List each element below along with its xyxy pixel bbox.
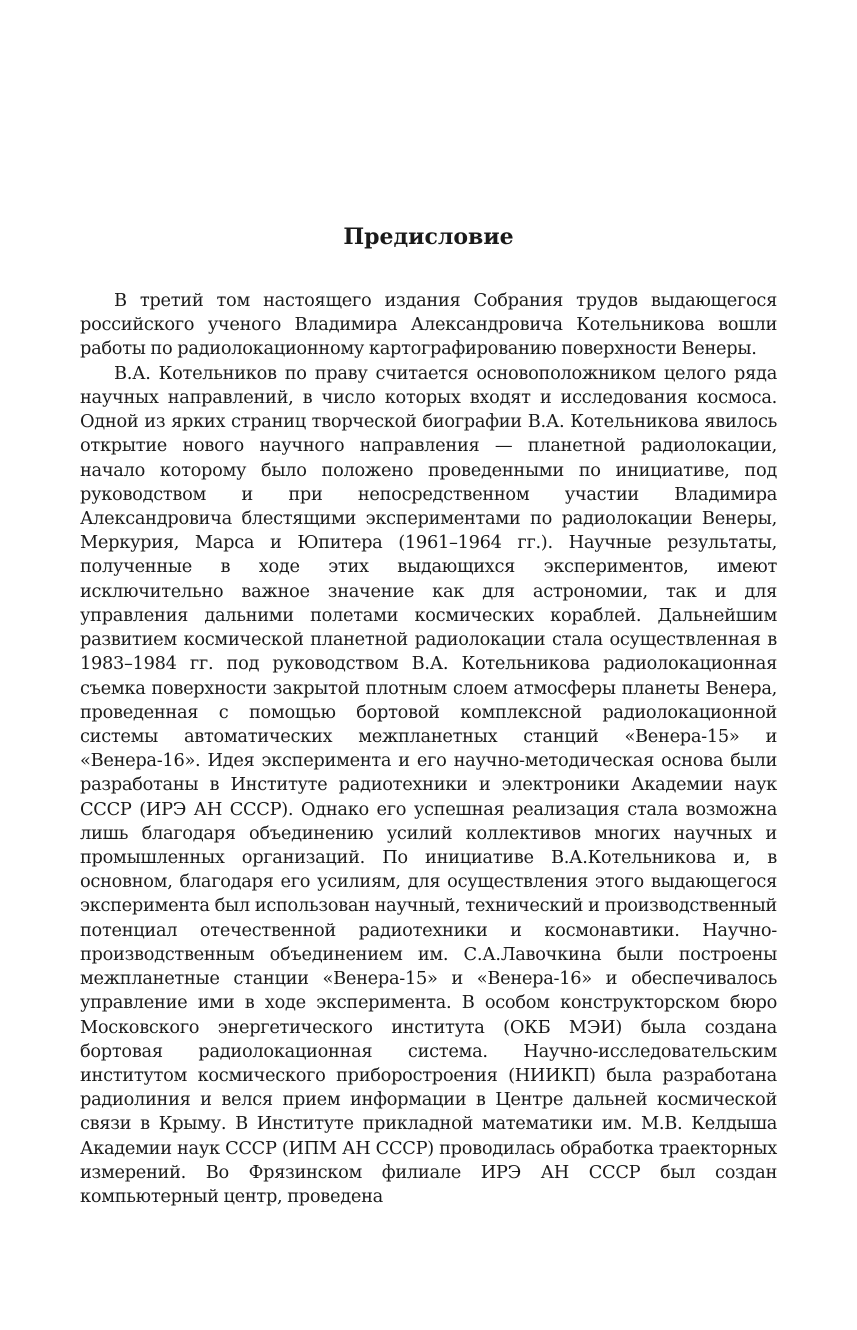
body-text xyxy=(80,289,777,1209)
page-title: Предисловие xyxy=(343,224,514,250)
paragraph: В третий том настоящего издания Собрания трудов выдающегося российского ученого Владимира Александровича Котельникова вошли работы по радиолокационному картографированию поверхности Венеры. xyxy=(80,290,777,360)
document-page xyxy=(80,0,777,1330)
paragraph: В.А. Котельников по праву считается основоположником целого ряда научных направлений, в число которых входят и исследования космоса. Одной из ярких страниц творческой биографии В.А. Котельникова явилось открытие нового научного направления — планетной радиолокации, начало которому было положено проведенными по инициативе, под руководством и при непосредственном участии Владимира Александровича блестящими экспериментами по радиолокации Венеры, Меркурия, Марса и Юпитера (1961–1964 гг.). Научные результаты, полученные в ходе этих выдающихся экспериментов, имеют исключительно важное значение как для астрономии, так и для управления дальними полетами космических кораблей. Дальнейшим развитием космической планетной радиолокации стала осуществленная в 1983–1984 гг. под руководством В.А. Котельникова радиолокационная съемка поверхности закрытой плотным слоем атмосферы планеты Венера, проведенная с помощью бортовой комплексной радиолокационной системы автоматических межпланетных станций «Венера-15» и «Венера-16». Идея эксперимента и его научно-методическая основа были разработаны в Институте радиотехники и электроники Академии наук СССР (ИРЭ АН СССР). Однако его успешная реализация стала возможна лишь благодаря объединению усилий коллективов многих научных и промышленных организаций. По инициативе В.А.Котельникова и, в основном, благодаря его усилиям, для осуществления этого выдающегося эксперимента был использован научный, технический и производственный потенциал отечественной радиотехники и космонавтики. Научно-производственным объединением им. С.А.Лавочкина были построены межпланетные станции «Венера-15» и «Венера-16» и обеспечивалось управление ими в ходе эксперимента. В особом конструкторском бюро Московского энергетического института (ОКБ МЭИ) была создана бортовая радиолокационная система. Научно-исследовательским институтом космического приборостроения (НИИКП) была разработана радиолиния и велся прием информации в Центре дальней космической связи в Крыму. В Институте прикладной математики им. М.В. Келдыша Академии наук СССР (ИПМ АН СССР) проводилась обработка траекторных измерений. Во Фрязинском филиале ИРЭ АН СССР был создан компьютерный центр, проведена xyxy=(80,362,777,1208)
